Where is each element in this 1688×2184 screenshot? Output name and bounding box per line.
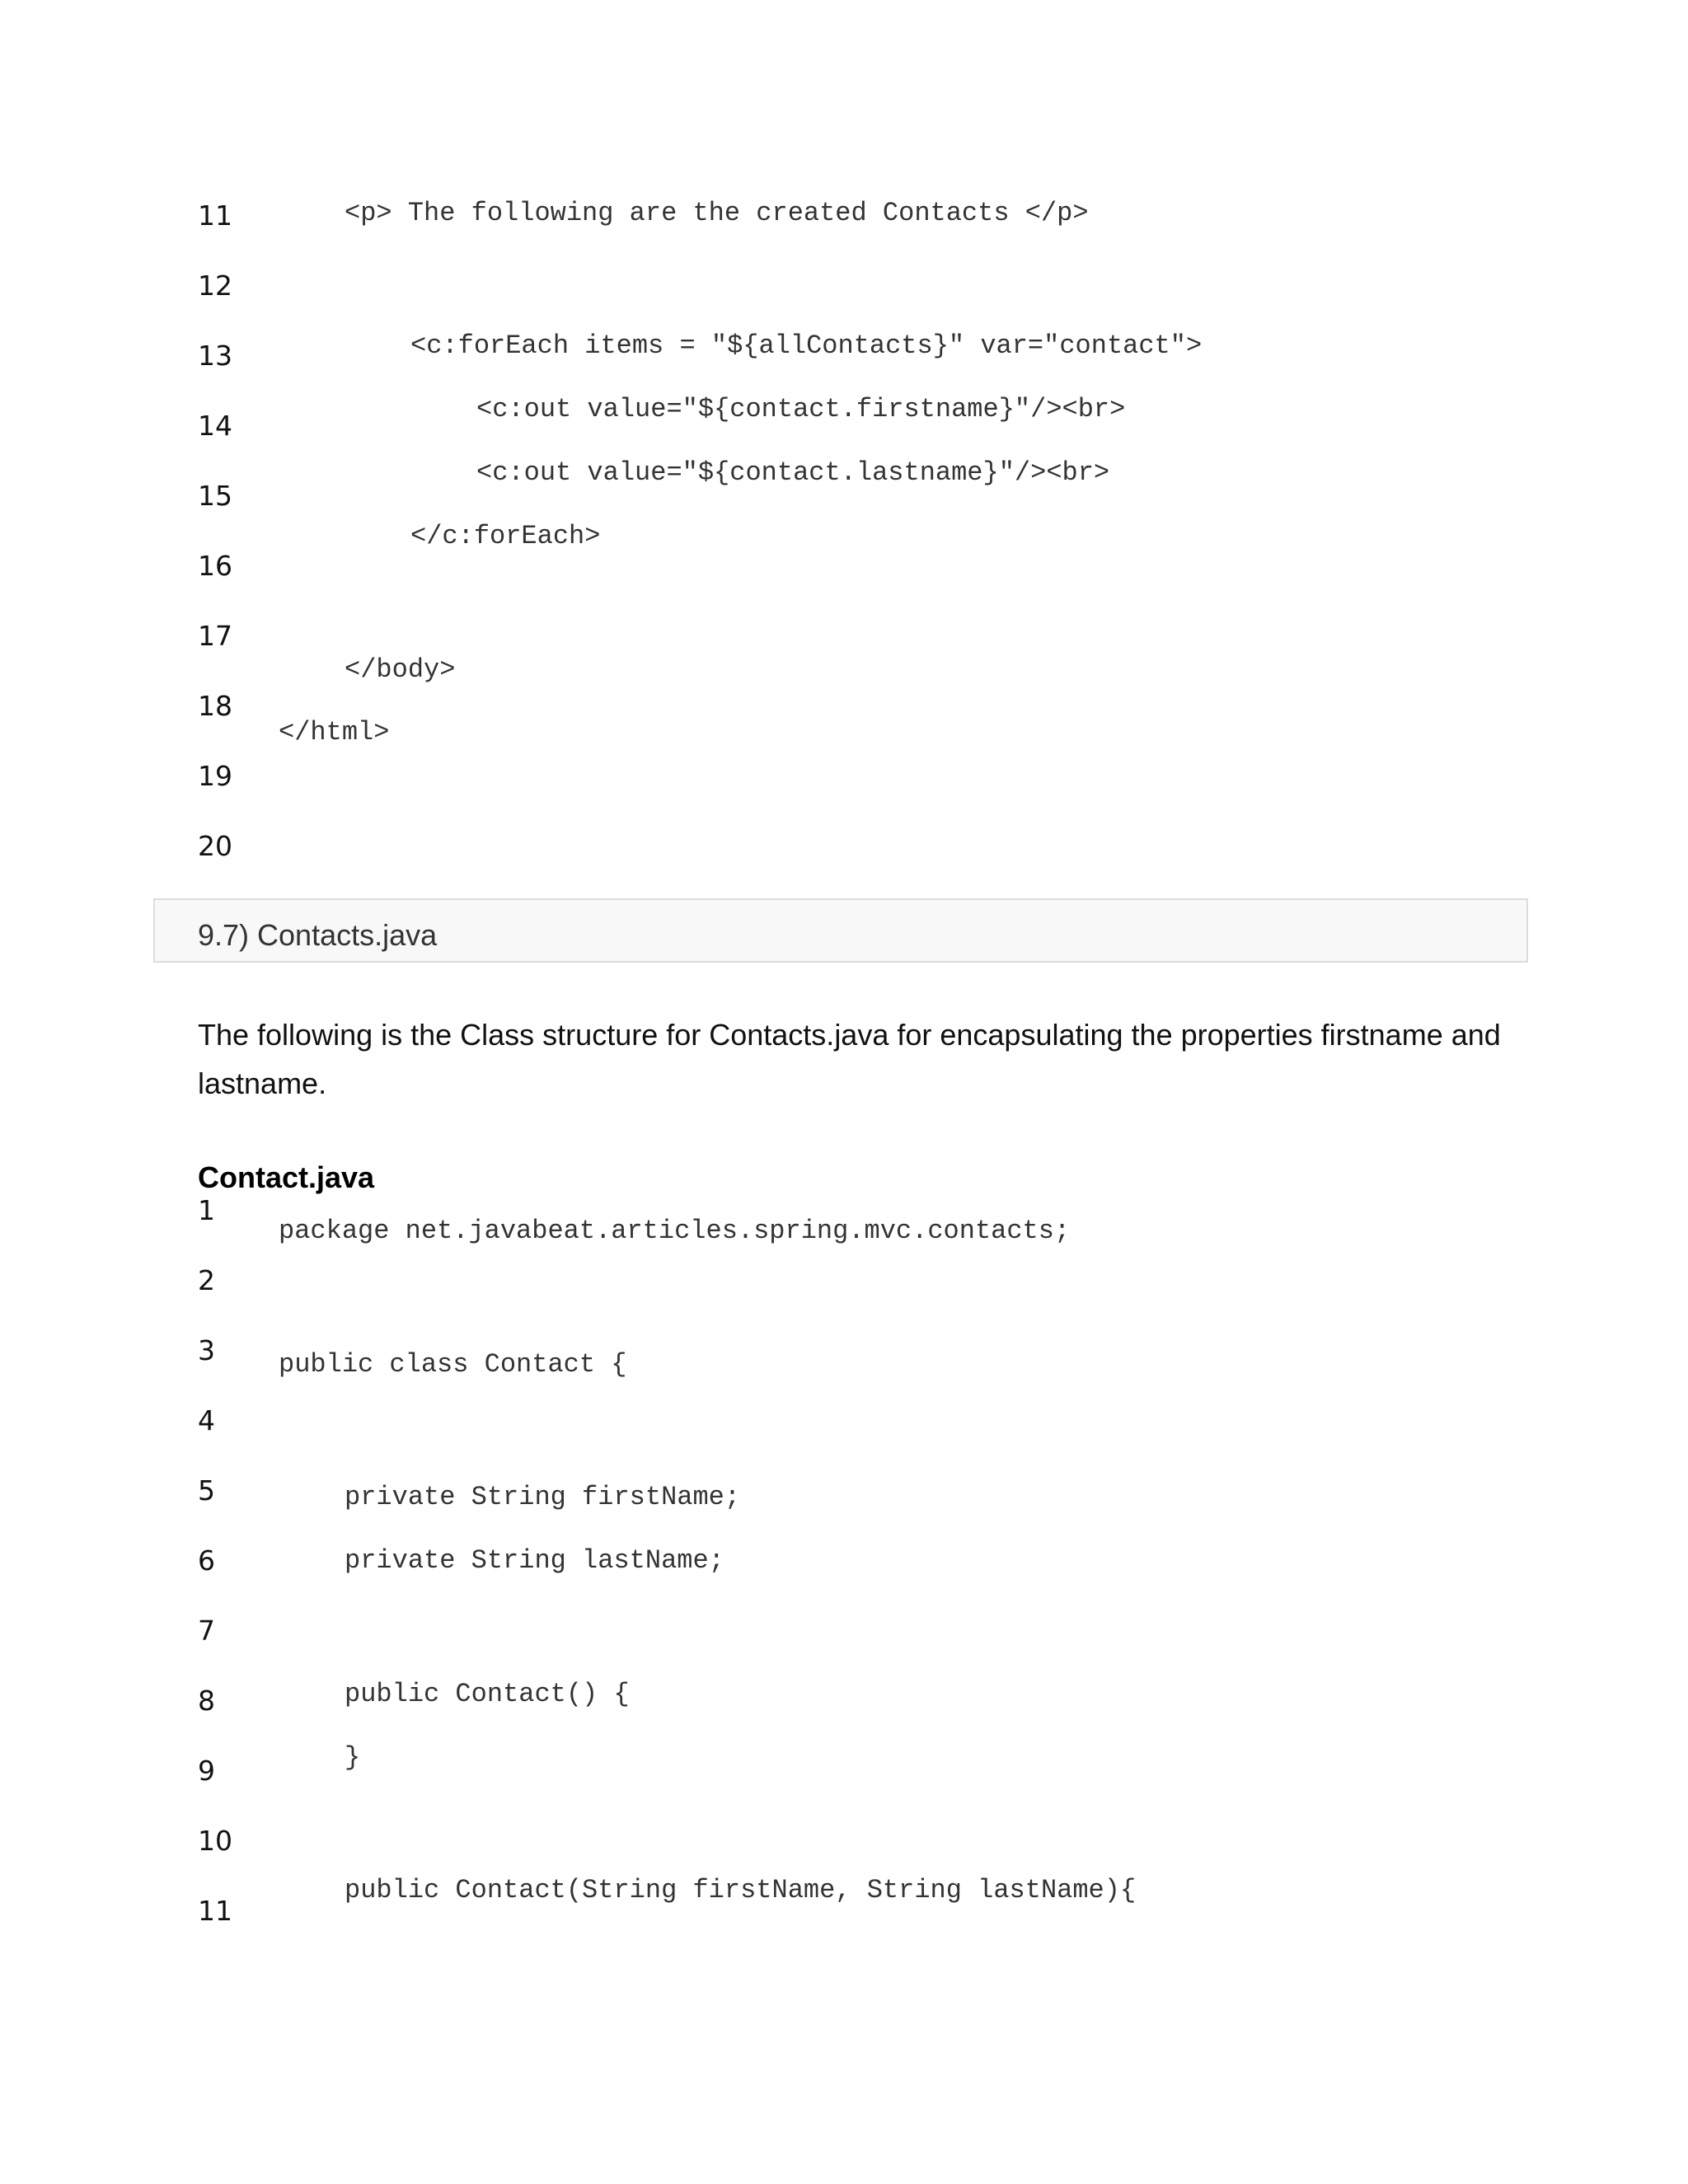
code-line: </body> (345, 654, 456, 685)
code-line: </html> (279, 717, 390, 748)
line-number: 17 (198, 620, 232, 652)
code-line: public Contact(String firstName, String lastName){ (345, 1875, 1137, 1905)
line-number: 15 (198, 480, 232, 512)
line-number: 7 (198, 1615, 215, 1647)
description-paragraph: The following is the Class structure for Contacts.java for encapsulating the properties firstname and lastname. (198, 1018, 1501, 1100)
code-line: <c:forEach items = "${allContacts}" var="contact"> (410, 330, 1203, 361)
line-number: 2 (198, 1264, 215, 1296)
code-line: public Contact() { (345, 1679, 630, 1709)
line-number: 9 (198, 1755, 215, 1787)
line-number: 1 (198, 1194, 215, 1226)
line-number: 12 (198, 269, 232, 302)
line-number: 11 (198, 199, 232, 232)
code-line: <c:out value="${contact.firstname}"/><br> (476, 394, 1126, 424)
line-number: 11 (198, 1895, 232, 1927)
section-title: 9.7) Contacts.java (198, 918, 438, 952)
line-number: 20 (198, 830, 232, 862)
line-number: 8 (198, 1685, 215, 1717)
line-number: 16 (198, 550, 232, 582)
line-number: 10 (198, 1825, 232, 1857)
line-number: 13 (198, 340, 232, 372)
line-number: 14 (198, 410, 232, 442)
code-line: package net.javabeat.articles.spring.mvc.contacts; (279, 1216, 1071, 1246)
section-header (153, 898, 1528, 963)
code-line: public class Contact { (279, 1349, 627, 1380)
line-number: 4 (198, 1404, 215, 1436)
line-number: 19 (198, 760, 232, 792)
code-line: } (345, 1742, 361, 1773)
line-number: 3 (198, 1334, 215, 1366)
code-line: <p> The following are the created Contacts </p> (345, 198, 1089, 228)
code-line: private String firstName; (345, 1482, 741, 1512)
line-number: 6 (198, 1544, 215, 1577)
code-line: private String lastName; (345, 1545, 724, 1576)
file-heading: Contact.java (198, 1160, 375, 1194)
code-line: <c:out value="${contact.lastname}"/><br> (476, 457, 1110, 488)
code-line: </c:forEach> (410, 521, 601, 551)
line-number: 5 (198, 1474, 215, 1507)
line-number: 18 (198, 690, 232, 722)
